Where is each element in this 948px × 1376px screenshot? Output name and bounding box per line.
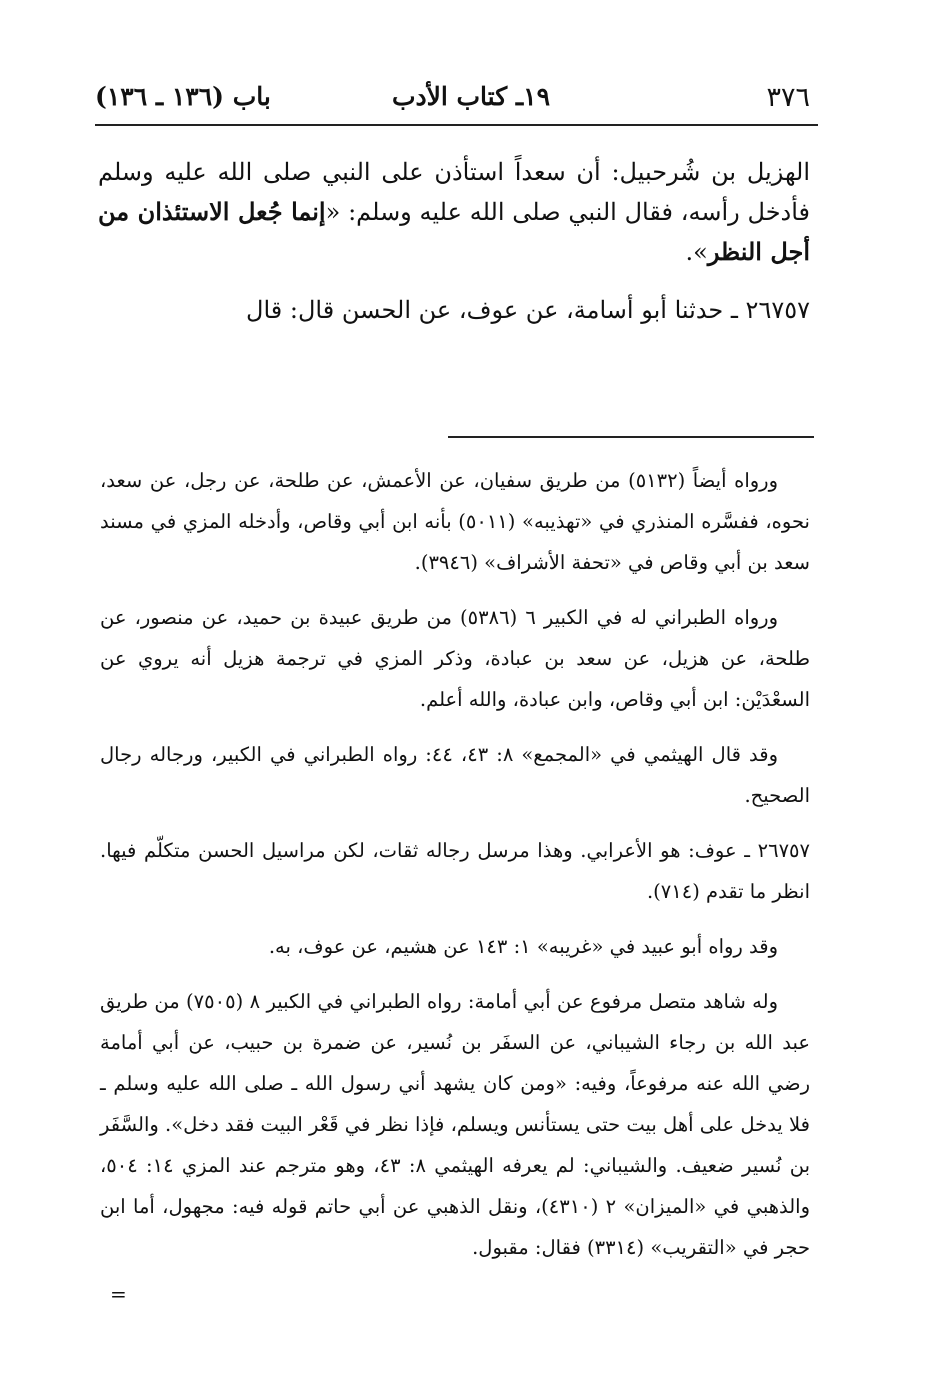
- hadith-quote: إنما جُعل الاستئذان من أجل النظر: [98, 197, 810, 266]
- chapter-title: باب (١٣٦ ـ ١٣٦): [95, 82, 271, 111]
- hadith-isnad: ٢٦٧٥٧ ـ حدثنا أبو أسامة، عن عوف، عن الحسن قال: قال: [246, 296, 810, 324]
- footnote-divider: [448, 436, 814, 438]
- footnote-paragraph: ٢٦٧٥٧ ـ عوف: هو الأعرابي. وهذا مرسل رجاله ثقات، لكن مراسيل الحسن متكلّم فيها. انظر ما تقدم (٧١٤).: [100, 839, 810, 903]
- continuation-mark: =: [110, 1282, 127, 1306]
- hadith-text: الهزيل بن شُرحبيل: أن سعداً استأذن على النبي صلى الله عليه وسلم فأدخل رأسه، فقال النبي صلى الله عليه وسلم: «: [98, 158, 811, 226]
- hadith-paragraph: [98, 152, 810, 272]
- footnote-paragraph: وقد رواه أبو عبيد في «غريبه» ١: ١٤٣ عن هشيم، عن عوف، به.: [268, 935, 778, 958]
- page-header: [95, 76, 818, 122]
- footnote-paragraph: وقد قال الهيثمي في «المجمع» ٨: ٤٣، ٤٤: رواه الطبراني في الكبير، ورجاله رجال الصحيح.: [100, 743, 810, 807]
- footnote-paragraph: ورواه الطبراني له في الكبير ٦ (٥٣٨٦) من طريق عبيدة بن حميد، عن منصور، عن طلحة، عن هزيل، عن سعد بن عبادة، وذكر المزي في ترجمة هزيل أنه يروي عن السعْدَيْن: ابن أبي وقاص، وابن عبادة، والله أعلم.: [100, 606, 810, 711]
- header-divider: [95, 124, 818, 126]
- footnote-paragraph: وله شاهد متصل مرفوع عن أبي أمامة: رواه الطبراني في الكبير ٨ (٧٥٠٥) من طريق عبد الله بن رجاء الشيباني، عن السفَر بن نُسير، عن ضمرة بن حبيب، عن أبي أمامة رضي الله عنه مرفوعاً، وفيه: «ومن كان يشهد أني رسول الله ـ صلى الله عليه وسلم ـ فلا يدخل على أهل بيت حتى يستأنس ويسلم، فإذا نظر في قَعْر البيت فقد دخل». والسَّفَر بن نُسير ضعيف. والشيباني: لم يعرفه الهيثمي ٨: ٤٣، وهو مترجم عند المزي ١٤: ٥٠٤، والذهبي في «الميزان» ٢ (٤٣١٠)، ونقل الذهبي عن أبي حاتم قوله فيه: مجهول، أما ابن حجر في «التقريب» (٣٣١٤) فقال: مقبول.: [100, 990, 811, 1259]
- footnote-paragraph: ورواه أيضاً (٥١٣٢) من طريق سفيان، عن الأعمش، عن طلحة، عن رجل، عن سعد، نحوه، ففسَّره المنذري في «تهذيبه» (٥٠١١) بأنه ابن أبي وقاص، وأدخله المزي في مسند سعد بن أبي وقاص في «تحفة الأشراف» (٣٩٤٦).: [100, 469, 810, 574]
- footnotes: [100, 460, 810, 1282]
- hadith-quote-close: ».: [685, 238, 708, 266]
- main-text: [98, 152, 810, 330]
- page-number: ٣٧٦: [766, 82, 810, 113]
- book-title: ١٩ـ كتاب الأدب: [391, 82, 550, 111]
